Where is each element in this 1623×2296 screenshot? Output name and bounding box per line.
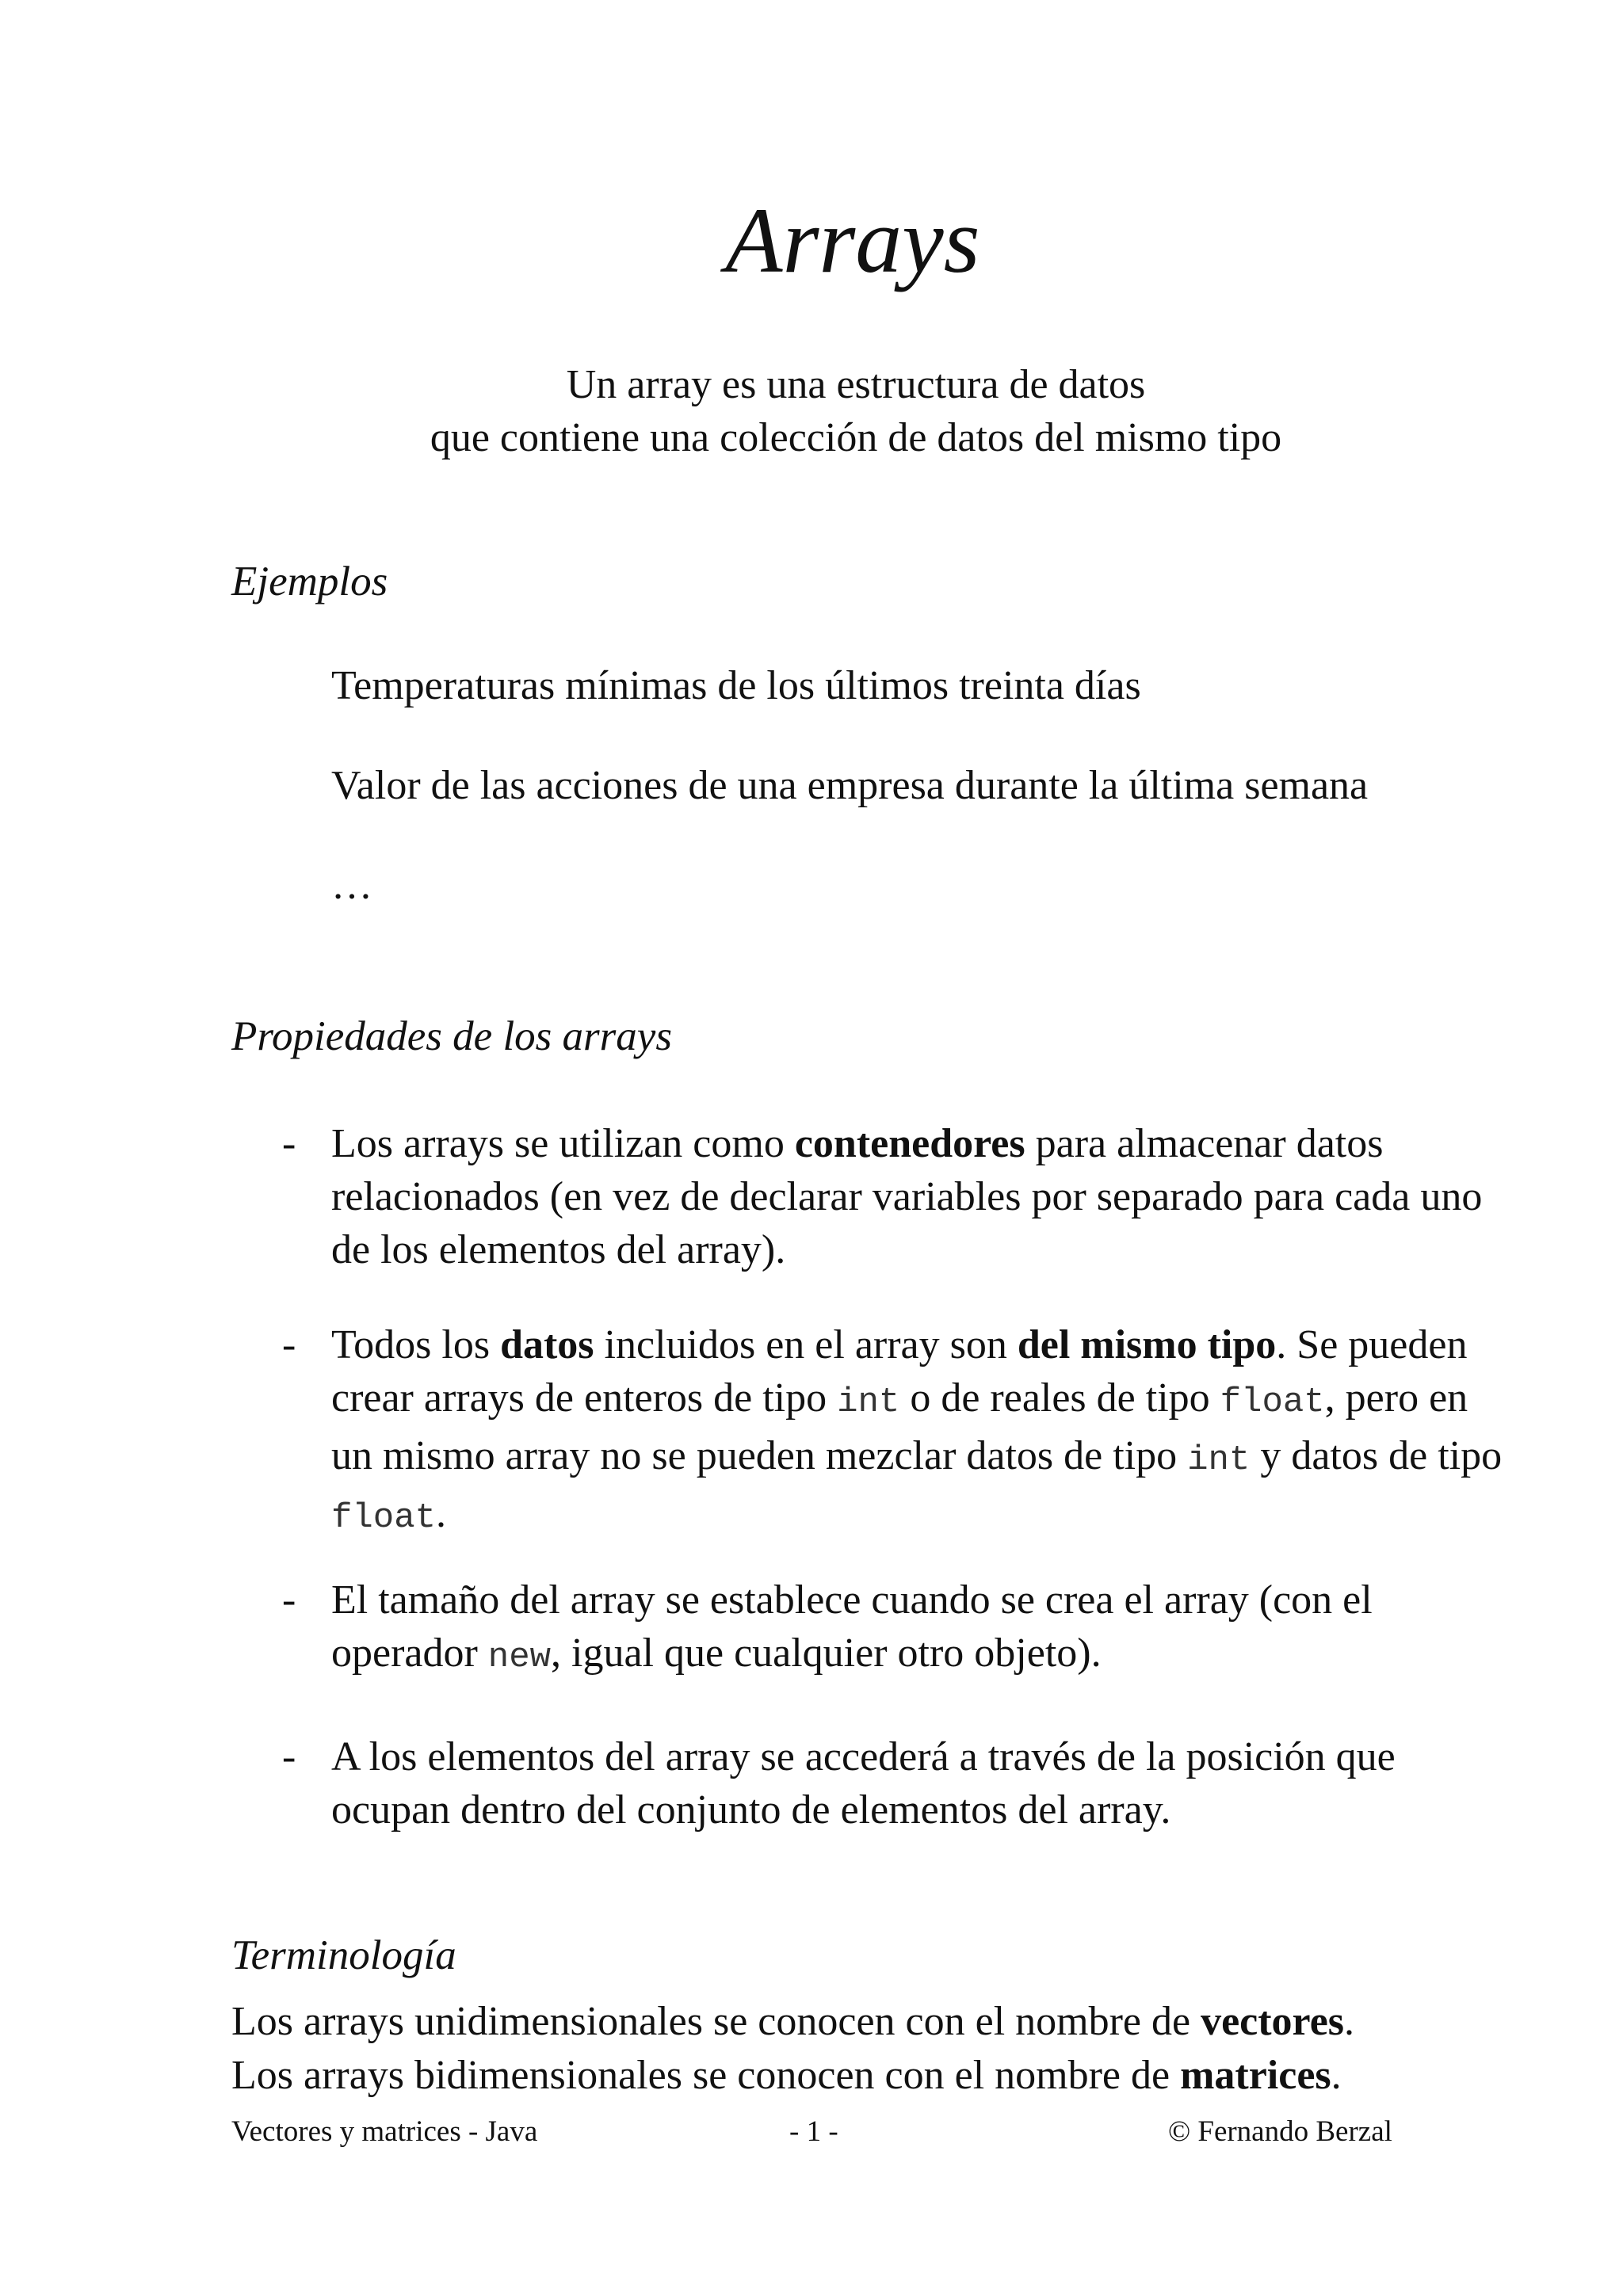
text-run: . Se pueden crear arrays de enteros de tipo <box>331 1322 1468 1421</box>
page-title <box>0 189 1623 292</box>
page-title-text: Arrays <box>725 189 980 292</box>
bullet-dash: - <box>282 1734 296 1779</box>
text-run: incluidos en el array son <box>594 1322 1018 1367</box>
text-run: , pero en un mismo array no se pueden mezclar datos de tipo <box>331 1375 1468 1478</box>
code-keyword: float <box>331 1498 437 1538</box>
text-run: . <box>436 1491 447 1536</box>
text-run: Los arrays unidimensionales se conocen con el nombre de <box>231 1999 1201 2044</box>
properties-heading: Propiedades de los arrays <box>231 1013 672 1059</box>
code-keyword: int <box>837 1383 900 1422</box>
code-keyword: new <box>487 1638 552 1677</box>
text-run: El tamaño del array se establece cuando se crea el array (con el operador <box>331 1577 1373 1676</box>
text-run: Los arrays se utilizan como <box>331 1121 795 1166</box>
example-item-2: Valor de las acciones de una empresa durante la última semana <box>331 763 1369 808</box>
property-bullet-3-text <box>331 1573 1518 1684</box>
text-run: para almacenar datos relacionados (en vez de declarar variables por separado para cada uno de los elementos del array). <box>331 1121 1483 1272</box>
code-keyword: float <box>1220 1383 1325 1422</box>
bullet-dash: - <box>282 1577 296 1623</box>
page-number: - 1 - <box>789 2115 838 2148</box>
footer-left: Vectores y matrices - Java <box>231 2115 538 2148</box>
property-bullet-2-text <box>331 1318 1518 1545</box>
bold-term: matrices <box>1180 2053 1331 2098</box>
text-run: o de reales de tipo <box>899 1375 1220 1421</box>
terminology-line-1 <box>231 2001 1354 2042</box>
bold-term: contenedores <box>794 1121 1025 1166</box>
terminology-line-2 <box>231 2055 1342 2096</box>
text-run: y datos de tipo <box>1250 1433 1503 1478</box>
text-run: , igual que cualquier otro objeto). <box>551 1630 1102 1676</box>
bold-term: datos <box>500 1322 594 1367</box>
example-item-1: Temperaturas mínimas de los últimos treinta días <box>331 663 1141 708</box>
text-run: Los arrays bidimensionales se conocen con el nombre de <box>231 2053 1181 2098</box>
bullet-dash: - <box>282 1322 296 1367</box>
example-item-3: … <box>331 863 372 908</box>
footer-copyright: © Fernando Berzal <box>1168 2115 1392 2148</box>
property-bullet-4 <box>282 1730 1518 1836</box>
text-run: . <box>1344 1999 1355 2044</box>
bold-term: del mismo tipo <box>1017 1322 1277 1367</box>
property-bullet-1 <box>282 1117 1518 1276</box>
intro-line-2: que contiene una colección de datos del mismo tipo <box>430 415 1282 460</box>
terminology-heading: Terminología <box>231 1932 456 1978</box>
property-bullet-1-text <box>331 1117 1518 1276</box>
property-bullet-2 <box>282 1318 1518 1545</box>
text-run: Todos los <box>331 1322 501 1367</box>
code-keyword: int <box>1187 1440 1251 1480</box>
property-bullet-3 <box>282 1573 1518 1684</box>
intro-definition <box>0 358 1623 464</box>
bold-term: vectores <box>1201 1999 1345 2044</box>
text-run: . <box>1331 2053 1342 2098</box>
property-bullet-4-text: A los elementos del array se accederá a través de la posición que ocupan dentro del conjunto de elementos del array. <box>331 1734 1396 1833</box>
bullet-dash: - <box>282 1121 296 1166</box>
intro-line-1: Un array es una estructura de datos <box>566 362 1146 407</box>
examples-heading: Ejemplos <box>231 559 388 605</box>
